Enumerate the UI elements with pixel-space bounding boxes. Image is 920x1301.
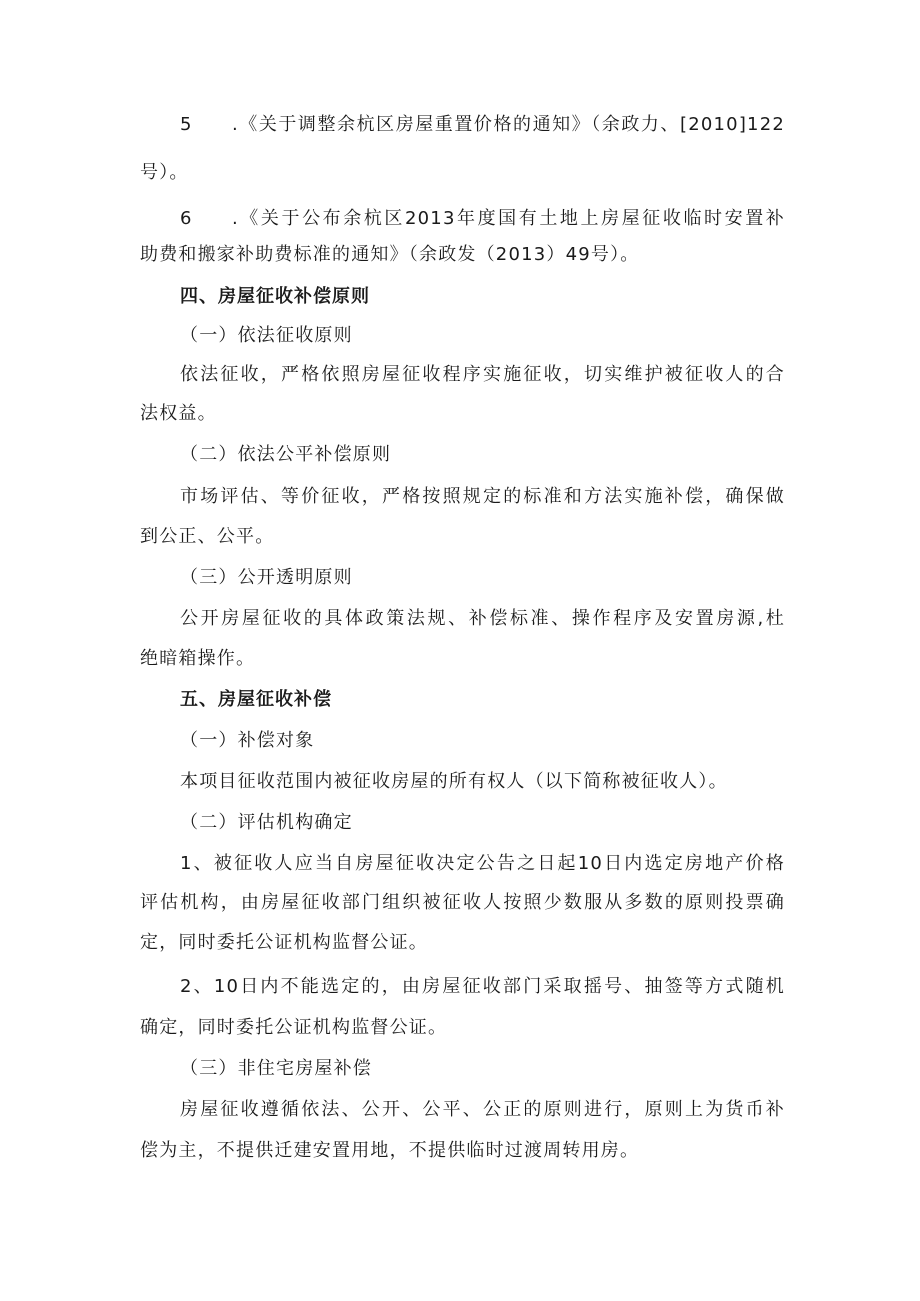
reference-6-text: .《关于公布余杭区2013年度国有土地上房屋征收临时安置补 bbox=[232, 208, 785, 229]
section-5-sub-2-item-1-line-2: 评估机构，由房屋征收部门组织被征收人按照少数服从多数的原则投票确 bbox=[140, 892, 785, 913]
section-5-heading: 五、房屋征收补偿 bbox=[180, 689, 332, 710]
reference-6-line-1 bbox=[180, 207, 785, 231]
reference-5-line-1 bbox=[180, 113, 785, 137]
section-4-sub-3-title: （三）公开透明原则 bbox=[180, 567, 353, 588]
reference-5-text: .《关于调整余杭区房屋重置价格的通知》（余政力、[2010]122 bbox=[232, 114, 785, 135]
section-4-sub-2-title: （二）依法公平补偿原则 bbox=[180, 444, 392, 465]
section-5-sub-2-item-1-line-1: 1、被征收人应当自房屋征收决定公告之日起10日内选定房地产价格 bbox=[180, 853, 785, 874]
section-5-sub-2-item-2-line-1: 2、10日内不能选定的，由房屋征收部门采取摇号、抽签等方式随机 bbox=[180, 976, 785, 997]
section-5-sub-3-line-1: 房屋征收遵循依法、公开、公平、公正的原则进行，原则上为货币补 bbox=[180, 1099, 785, 1120]
reference-6-number: 6 bbox=[180, 208, 193, 229]
section-4-sub-1-line-2: 法权益。 bbox=[140, 403, 217, 424]
section-4-sub-1-line-1: 依法征收，严格依照房屋征收程序实施征收，切实维护被征收人的合 bbox=[180, 364, 785, 385]
section-5-sub-1-title: （一）补偿对象 bbox=[180, 730, 315, 751]
section-5-sub-2-title: （二）评估机构确定 bbox=[180, 812, 353, 833]
reference-5-line-2: 号）。 bbox=[140, 162, 189, 183]
section-5-sub-2-item-1-line-3: 定，同时委托公证机构监督公证。 bbox=[140, 932, 428, 953]
section-5-sub-1-line-1: 本项目征收范围内被征收房屋的所有权人（以下简称被征收人）。 bbox=[180, 771, 728, 792]
section-4-sub-3-line-1: 公开房屋征收的具体政策法规、补偿标准、操作程序及安置房源,杜 bbox=[180, 608, 785, 629]
section-4-sub-2-line-2: 到公正、公平。 bbox=[140, 526, 275, 547]
reference-6-line-2: 助费和搬家补助费标准的通知》（余政发（2013）49号）。 bbox=[140, 244, 640, 265]
section-4-sub-3-line-2: 绝暗箱操作。 bbox=[140, 648, 256, 669]
section-5-sub-2-item-2-line-2: 确定，同时委托公证机构监督公证。 bbox=[140, 1017, 448, 1038]
section-5-sub-3-title: （三）非住宅房屋补偿 bbox=[180, 1058, 372, 1079]
section-5-sub-3-line-2: 偿为主，不提供迁建安置用地，不提供临时过渡周转用房。 bbox=[140, 1140, 640, 1161]
reference-5-number: 5 bbox=[180, 114, 193, 135]
section-4-heading: 四、房屋征收补偿原则 bbox=[180, 286, 370, 307]
section-4-sub-2-line-1: 市场评估、等价征收，严格按照规定的标准和方法实施补偿，确保做 bbox=[180, 486, 785, 507]
section-4-sub-1-title: （一）依法征收原则 bbox=[180, 325, 353, 346]
